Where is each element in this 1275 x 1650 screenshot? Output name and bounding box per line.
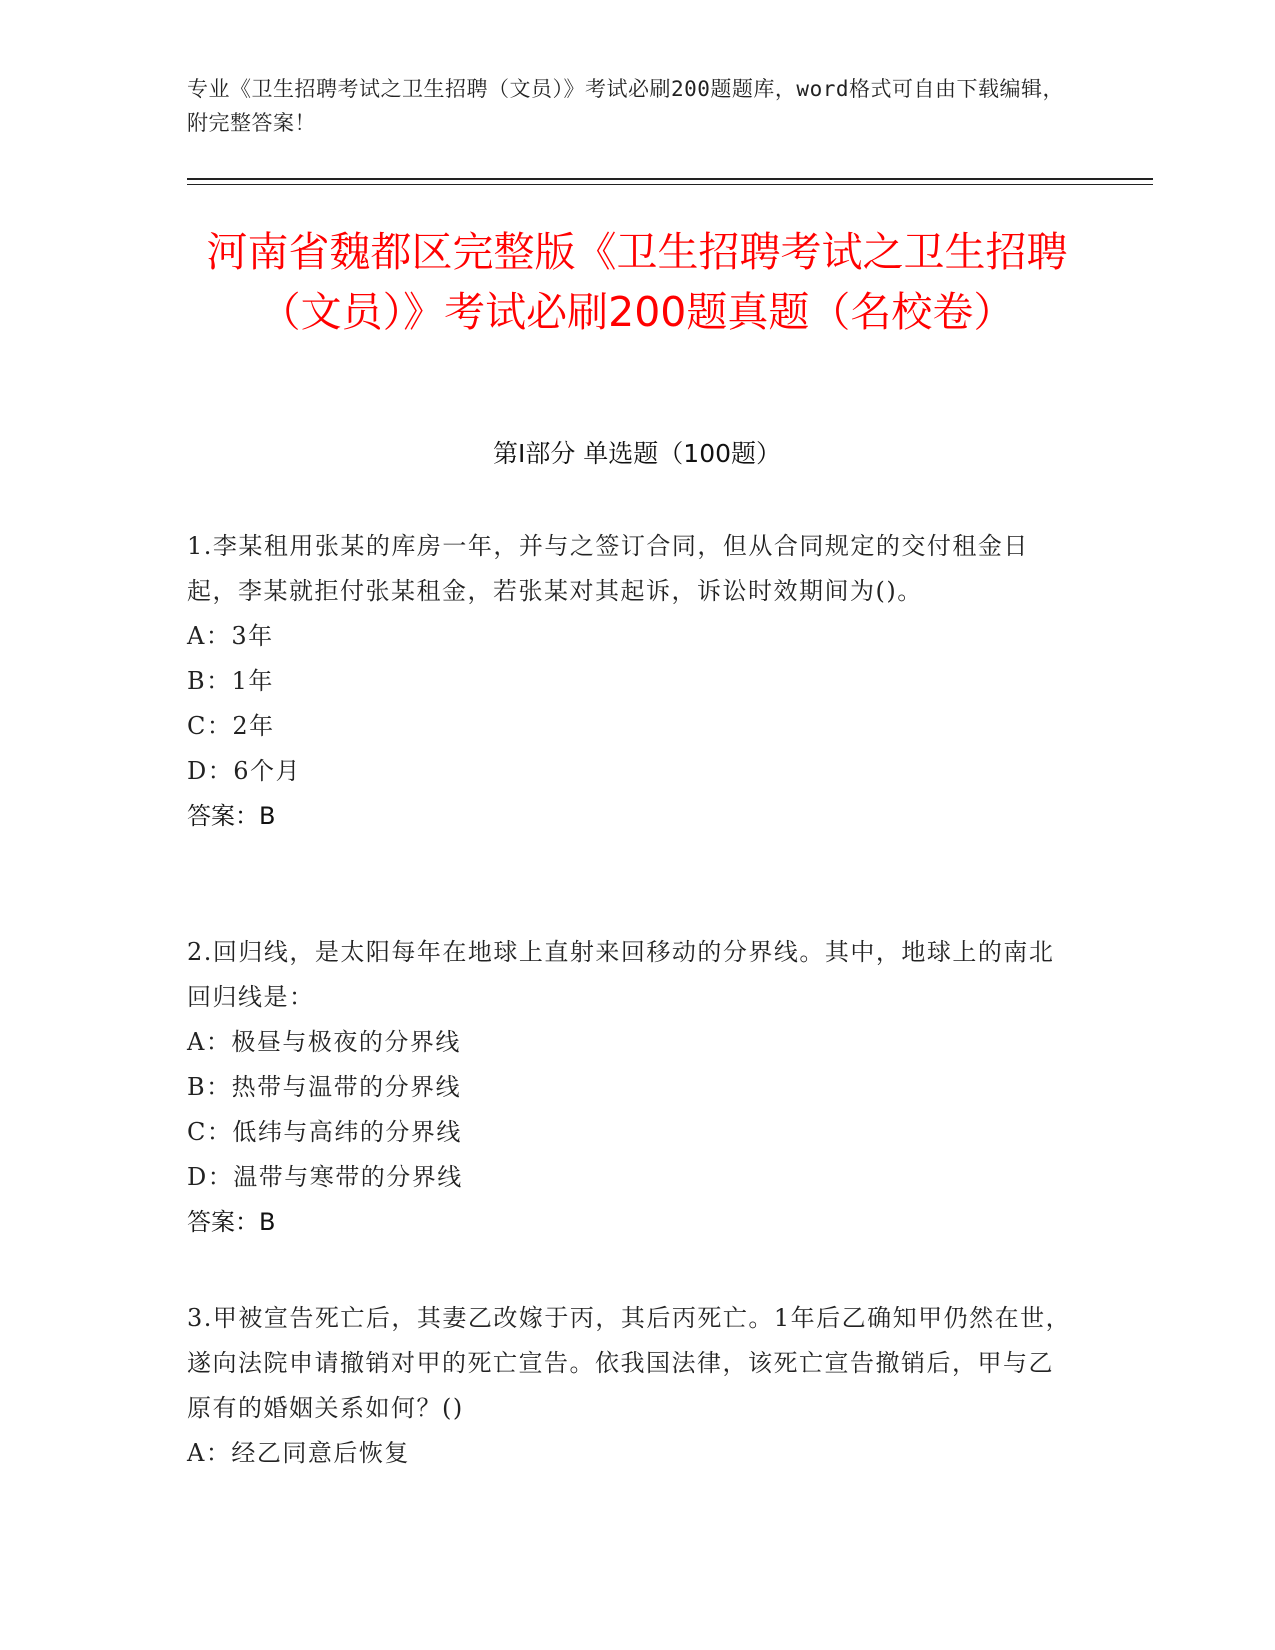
question-stem: 1.李某租用张某的库房一年，并与之签订合同，但从合同规定的交付租金日起，李某就拒付张某租金，若张某对其起诉，诉讼时效期间为()。	[187, 532, 1029, 605]
question-block	[187, 930, 1077, 1245]
answer: 答案：B	[187, 1208, 276, 1236]
question-stem: 3.甲被宣告死亡后，其妻乙改嫁于丙，其后丙死亡。1年后乙确知甲仍然在世，遂向法院申请撤销对甲的死亡宣告。依我国法律，该死亡宣告撤销后，甲与乙原有的婚姻关系如何？()	[187, 1304, 1072, 1422]
option-c: C：2年	[187, 712, 275, 740]
option-a: A：经乙同意后恢复	[187, 1439, 410, 1467]
question-block	[187, 1296, 1077, 1476]
option-b: B：1年	[187, 667, 274, 695]
section-title: 第I部分 单选题（100题）	[492, 439, 782, 468]
option-c: C：低纬与高纬的分界线	[187, 1118, 462, 1146]
header-divider-thick	[187, 178, 1153, 180]
question-block	[187, 524, 1077, 839]
option-d: D：6个月	[187, 757, 302, 785]
header-note: 专业《卫生招聘考试之卫生招聘（文员）》考试必刷200题题库，word格式可自由下载编辑，附完整答案！	[187, 77, 1064, 135]
document-title: 河南省魏都区完整版《卫生招聘考试之卫生招聘（文员）》考试必刷200题真题（名校卷）	[206, 228, 1068, 336]
header-divider-thin	[187, 184, 1153, 185]
option-d: D：温带与寒带的分界线	[187, 1163, 463, 1191]
option-a: A：极昼与极夜的分界线	[187, 1028, 461, 1056]
option-a: A：3年	[187, 622, 274, 650]
option-b: B：热带与温带的分界线	[187, 1073, 462, 1101]
answer: 答案：B	[187, 802, 276, 830]
question-stem: 2.回归线，是太阳每年在地球上直射来回移动的分界线。其中，地球上的南北回归线是：	[187, 938, 1055, 1011]
